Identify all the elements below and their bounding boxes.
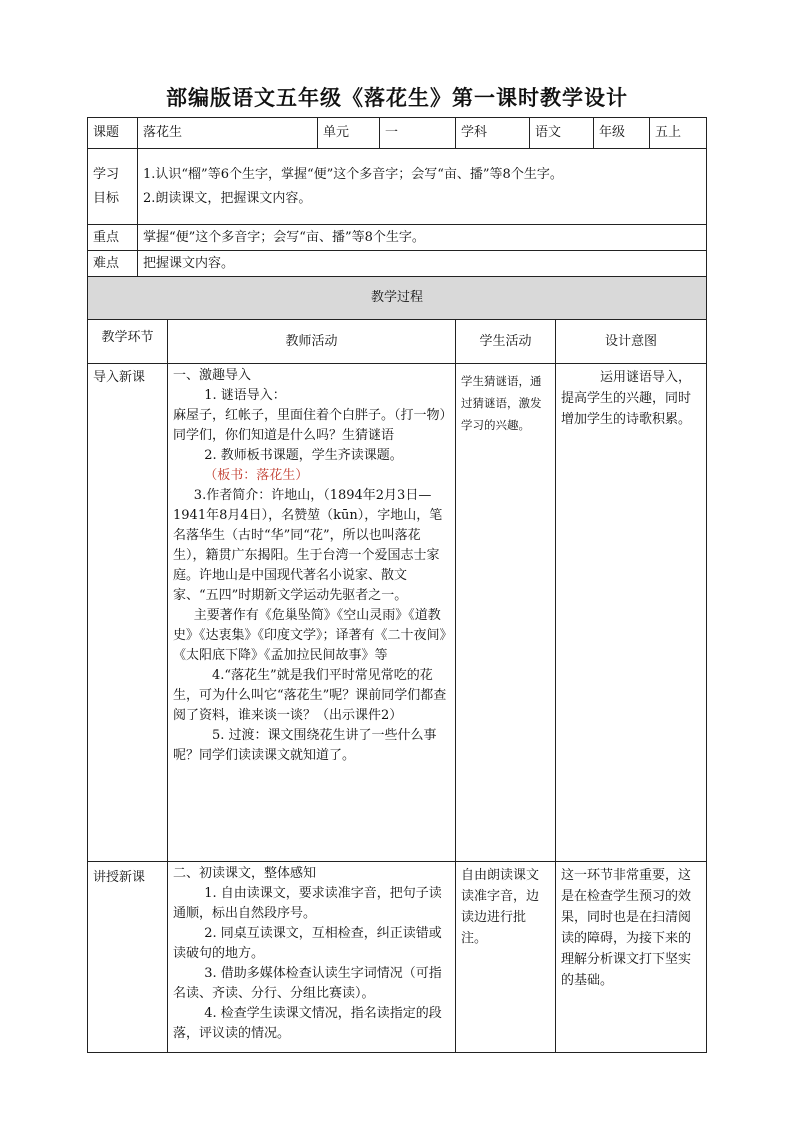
- col-design-header: 设计意图: [556, 320, 707, 364]
- col-student-header: 学生活动: [456, 320, 556, 364]
- teacher-line: 二、初读课文，整体感知: [173, 866, 317, 881]
- teacher-line: 5. 过渡：课文围绕花生讲了一些什么事呢？同学们读读课文就知道了。: [173, 728, 437, 763]
- topic-value: 落花生: [138, 118, 318, 149]
- key-point-label: 重点: [88, 225, 138, 251]
- teacher-line: 2. 同桌互读课文，互相检查，纠正读错或读破句的地方。: [173, 926, 442, 961]
- teacher-line: 3.作者简介：许地山，（1894年2月3日—1941年8月4日），名赞堃（kūn），字地山，笔名落华生（古时“华”同“花”，所以也叫落花生），籍贯广东揭阳。生于台湾一个爱国志士家庭。许地山是中国现代著名小说家、散文家、“五四”时期新文学运动先驱者之一。: [173, 488, 443, 603]
- teacher-line: 1. 谜语导入：: [204, 388, 286, 403]
- goals-label: [88, 149, 138, 225]
- grade-value: 五上: [650, 118, 707, 149]
- stage-intro: 导入新课: [88, 364, 168, 862]
- student-activity-new: 自由朗读课文读准字音，边读边进行批注。: [456, 862, 556, 1053]
- grade-label: 年级: [594, 118, 650, 149]
- col-teacher-header: 教师活动: [168, 320, 456, 364]
- goals-label-line1: 学习: [93, 166, 120, 182]
- teacher-activity-intro: [168, 364, 456, 862]
- teacher-line: 一、激趣导入: [173, 368, 252, 383]
- teacher-line: 主要著作有《危巢坠简》《空山灵雨》《道教史》《达衷集》《印度文学》；译著有《二十夜间》《太阳底下降》《孟加拉民间故事》等: [173, 608, 447, 663]
- col-stage-header: 教学环节: [88, 320, 168, 364]
- column-header-row: [88, 320, 707, 364]
- difficulty-label: 难点: [88, 251, 138, 277]
- process-header-row: [88, 277, 707, 320]
- topic-label: 课题: [88, 118, 138, 149]
- info-row: [88, 118, 707, 149]
- student-activity-intro: 学生猜谜语，通过猜谜语，激发学习的兴趣。: [456, 364, 556, 862]
- unit-label: 单元: [318, 118, 380, 149]
- teacher-line: 2. 教师板书课题，学生齐读课题。: [204, 448, 403, 463]
- subject-value: 语文: [530, 118, 594, 149]
- unit-value: 一: [380, 118, 456, 149]
- teacher-line: 4.“落花生”就是我们平时常见常吃的花生，可为什么叫它“落花生”呢？课前同学们都查阅了资料，谁来谈一谈？（出示课件2）: [173, 668, 447, 723]
- teacher-line: 麻屋子，红帐子，里面住着个白胖子。（打一物）: [173, 408, 453, 423]
- teacher-line: 1. 自由读课文，要求读准字音，把句子读通顺，标出自然段序号。: [173, 886, 442, 921]
- teacher-line: 3. 借助多媒体检查认读生字词情况（可指名读、齐读、分行、分组比赛读）。: [173, 966, 442, 1001]
- section-row-new: [88, 862, 707, 1053]
- teacher-line: 4. 检查学生读课文情况，指名读指定的段落，评议读的情况。: [173, 1006, 442, 1041]
- subject-label: 学科: [456, 118, 530, 149]
- design-intent-new: 这一环节非常重要，这是在检查学生预习的效果，同时也是在扫清阅读的障碍，为接下来的理解分析课文打下坚实的基础。: [556, 862, 707, 1053]
- lesson-plan-table: [87, 117, 707, 1053]
- goal-item-2: 2.朗读课文，把握课文内容。: [143, 190, 312, 206]
- teacher-activity-new: [168, 862, 456, 1053]
- goal-item-1: 1.认识“榴”等6个生字，掌握“便”这个多音字；会写“亩、播”等8个生字。: [143, 166, 563, 182]
- goals-row: [88, 149, 707, 225]
- stage-new: 讲授新课: [88, 862, 168, 1053]
- key-point-text: 掌握“便”这个多音字；会写“亩、播”等8个生字。: [138, 225, 707, 251]
- difficulty-text: 把握课文内容。: [138, 251, 707, 277]
- board-writing: （板书：落花生）: [204, 468, 309, 483]
- document-title: 部编版语文五年级《落花生》第一课时教学设计: [166, 86, 628, 110]
- design-intent-intro: 运用谜语导入，提高学生的兴趣，同时增加学生的诗歌积累。: [556, 364, 707, 862]
- key-point-row: [88, 225, 707, 251]
- difficulty-row: [88, 251, 707, 277]
- goals-content: [138, 149, 707, 225]
- process-header: 教学过程: [88, 277, 707, 320]
- teacher-line: 同学们，你们知道是什么吗？生猜谜语: [173, 428, 395, 443]
- section-row-intro: [88, 364, 707, 862]
- goals-label-line2: 目标: [93, 190, 120, 206]
